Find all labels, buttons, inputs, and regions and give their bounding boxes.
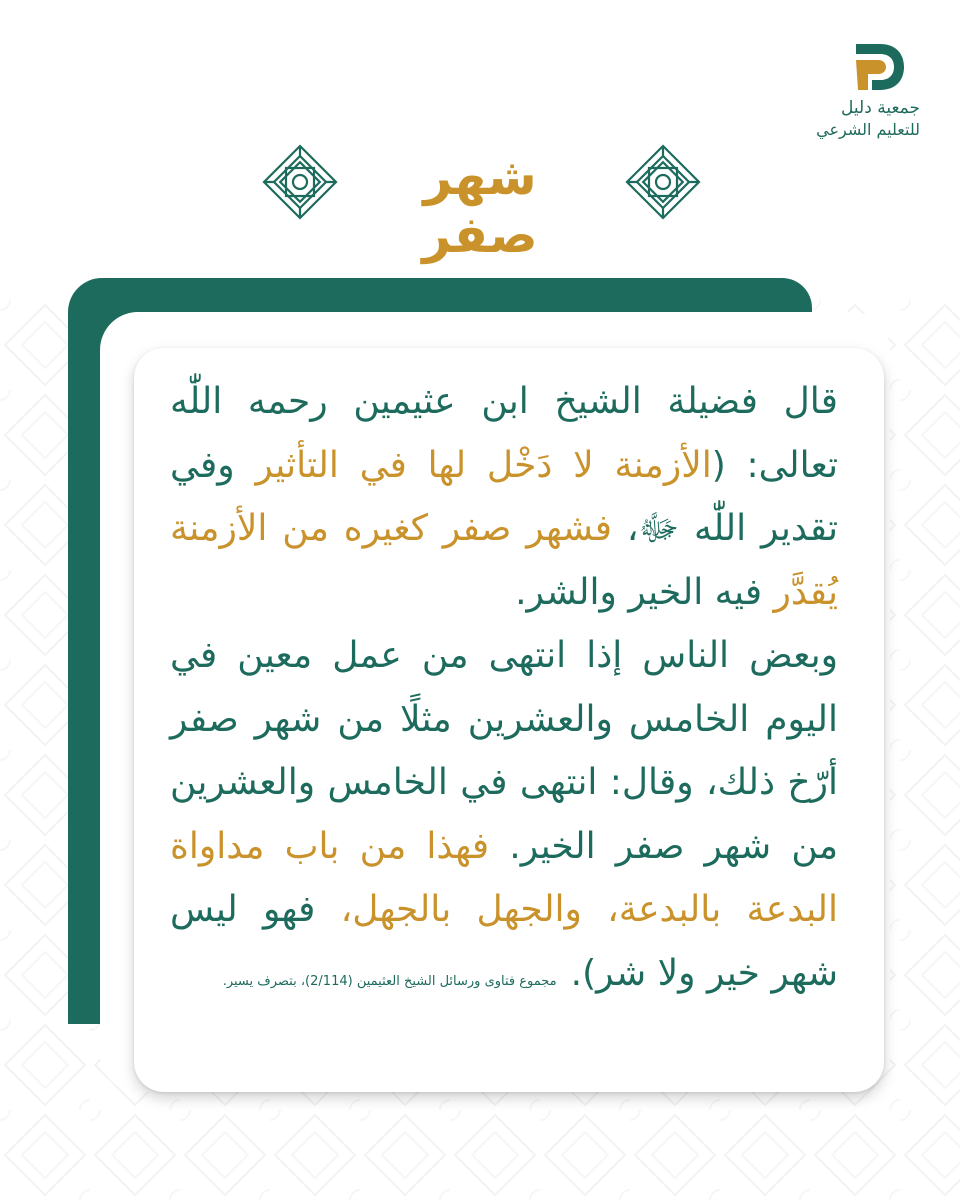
quote-highlight-2: فشهر صفر كغيره من الأزمنة يُقدَّر	[170, 508, 838, 613]
dalil-logo-icon	[850, 40, 906, 94]
islamic-star-ornament-icon	[625, 144, 701, 220]
quote-paragraph-2: وبعض الناس إذا انتهى من عمل معين في اليوم الخامس والعشرين مثلًا من شهر صفر أرّخ ذلك، وقال: انتهى في الخامس والعشرين من شهر صفر الخير.	[170, 635, 839, 867]
source-citation: مجموع فتاوى ورسائل الشيخ العثيمين (2/114)، بتصرف يسير.	[222, 973, 557, 989]
quote-highlight-1: الأزمنة لا دَخْل لها في التأثير	[255, 444, 712, 486]
quote-intro: قال فضيلة الشيخ ابن عثيمين رحمه اللّٰه تعالى: (	[170, 381, 839, 486]
quote-middle: وفي تقدير اللّٰه ﷻ،	[170, 444, 838, 549]
brand-name-line2: للتعليم الشرعي	[816, 120, 920, 139]
content-card	[134, 348, 884, 1092]
page-title: شهر صفر	[422, 148, 538, 264]
brand-name-line1: جمعية دليل	[841, 98, 920, 118]
quote-end-1: فيه الخير والشر.	[515, 571, 774, 613]
quote-highlight-3: فهذا من باب مداواة البدعة بالبدعة، والجهل بالجهل،	[170, 825, 838, 930]
quote-text	[170, 370, 838, 1005]
brand-logo	[816, 40, 926, 140]
title-row	[0, 138, 960, 264]
islamic-star-ornament-icon	[262, 144, 338, 220]
quote-end-2: فهو ليس شهر خير ولا شر).	[170, 889, 838, 994]
